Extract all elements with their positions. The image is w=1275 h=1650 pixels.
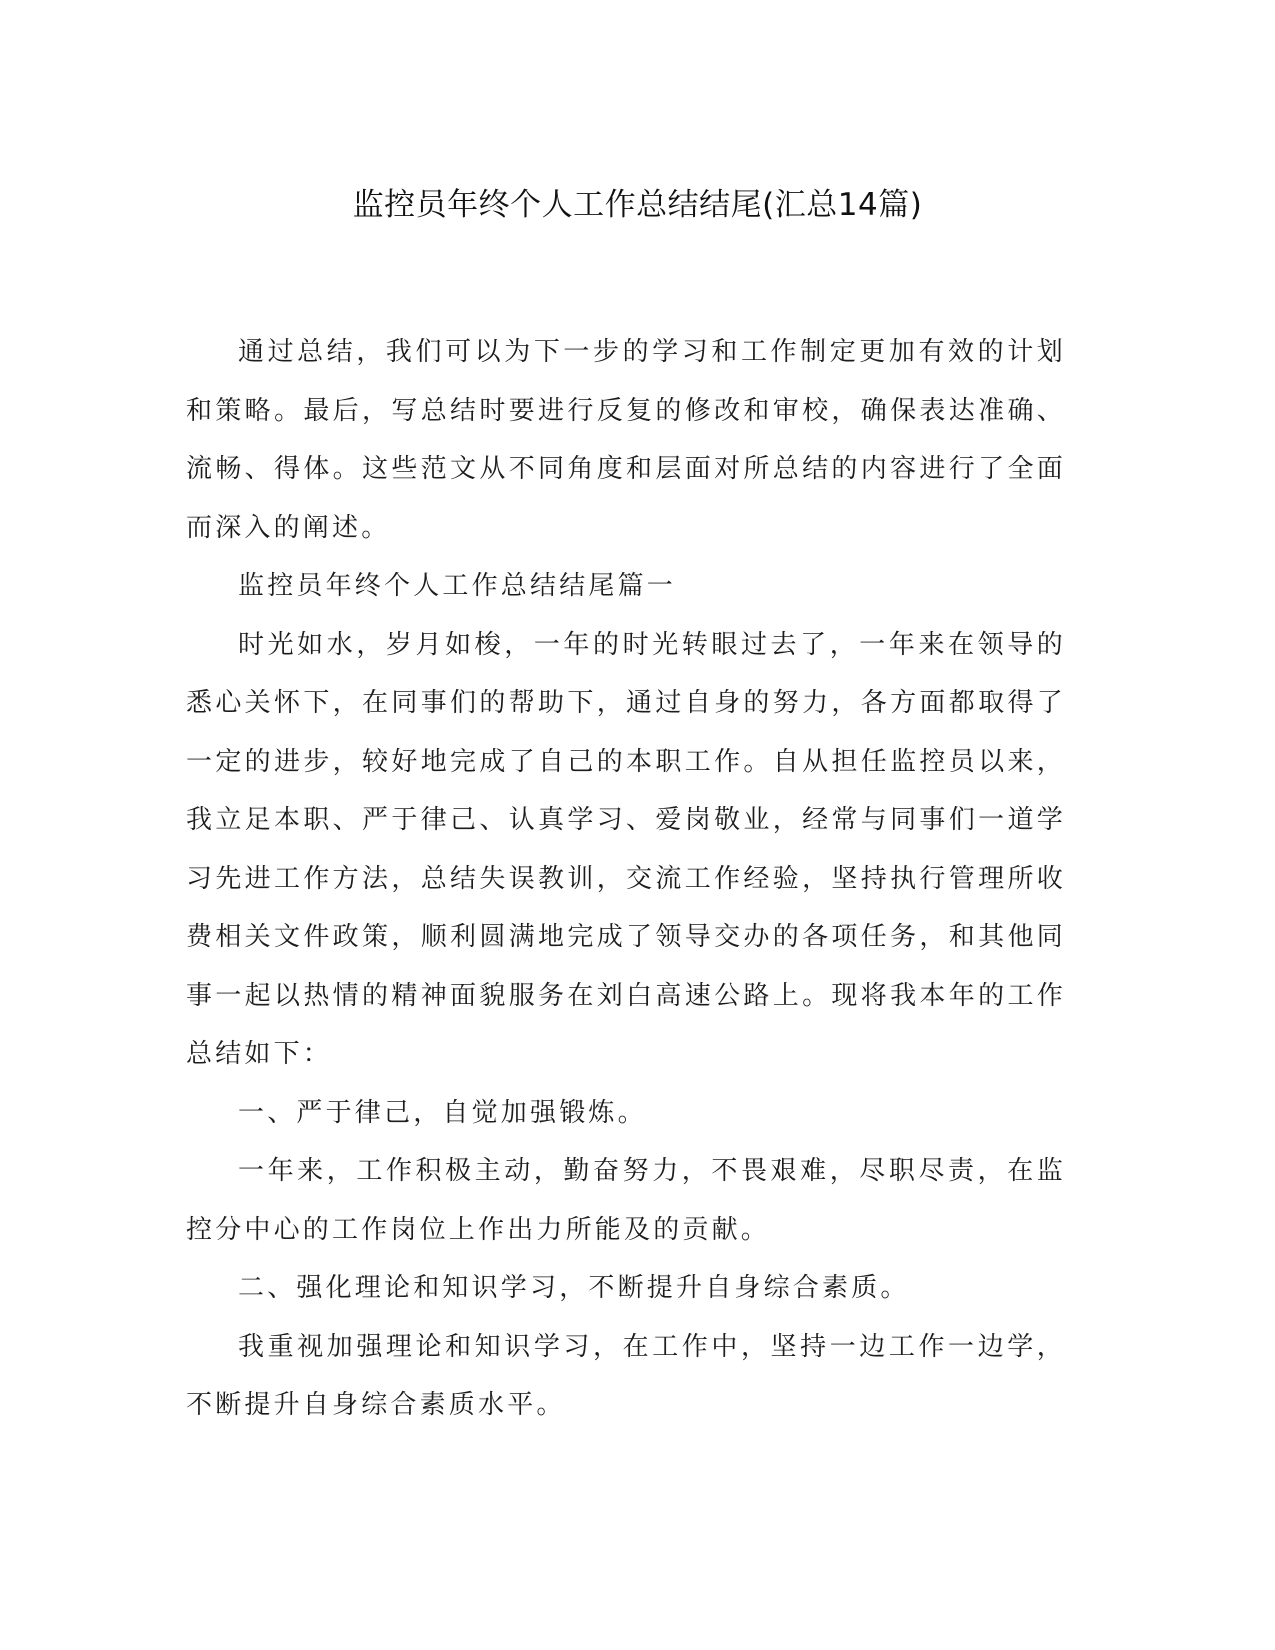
body-paragraph: 一年来，工作积极主动，勤奋努力，不畏艰难，尽职尽责，在监控分中心的工作岗位上作出力所能及的贡献。 (186, 1156, 1066, 1245)
section-heading: 监控员年终个人工作总结结尾篇一 (238, 571, 677, 601)
body-paragraph: 时光如水，岁月如梭，一年的时光转眼过去了，一年来在领导的悉心关怀下，在同事们的帮助下，通过自身的努力，各方面都取得了一定的进步，较好地完成了自己的本职工作。自从担任监控员以来，我立足本职、严于律己、认真学习、爱岗敬业，经常与同事们一道学习先进工作方法，总结失误教训，交流工作经验，坚持执行管理所收费相关文件政策，顺利圆满地完成了领导交办的各项任务，和其他同事一起以热情的精神面貌服务在刘白高速公路上。现将我本年的工作总结如下： (186, 629, 1066, 1069)
intro-paragraph: 通过总结，我们可以为下一步的学习和工作制定更加有效的计划和策略。最后，写总结时要进行反复的修改和审校，确保表达准确、流畅、得体。这些范文从不同角度和层面对所总结的内容进行了全面而深入的阐述。 (186, 337, 1066, 543)
subheading: 一、严于律己，自觉加强锻炼。 (238, 1097, 647, 1128)
subheading: 二、强化理论和知识学习，不断提升自身综合素质。 (238, 1273, 910, 1303)
document-title: 监控员年终个人工作总结结尾(汇总14篇) (352, 187, 923, 223)
body-paragraph: 我重视加强理论和知识学习，在工作中，坚持一边工作一边学，不断提升自身综合素质水平。 (186, 1331, 1066, 1420)
document-body (186, 323, 1066, 1435)
